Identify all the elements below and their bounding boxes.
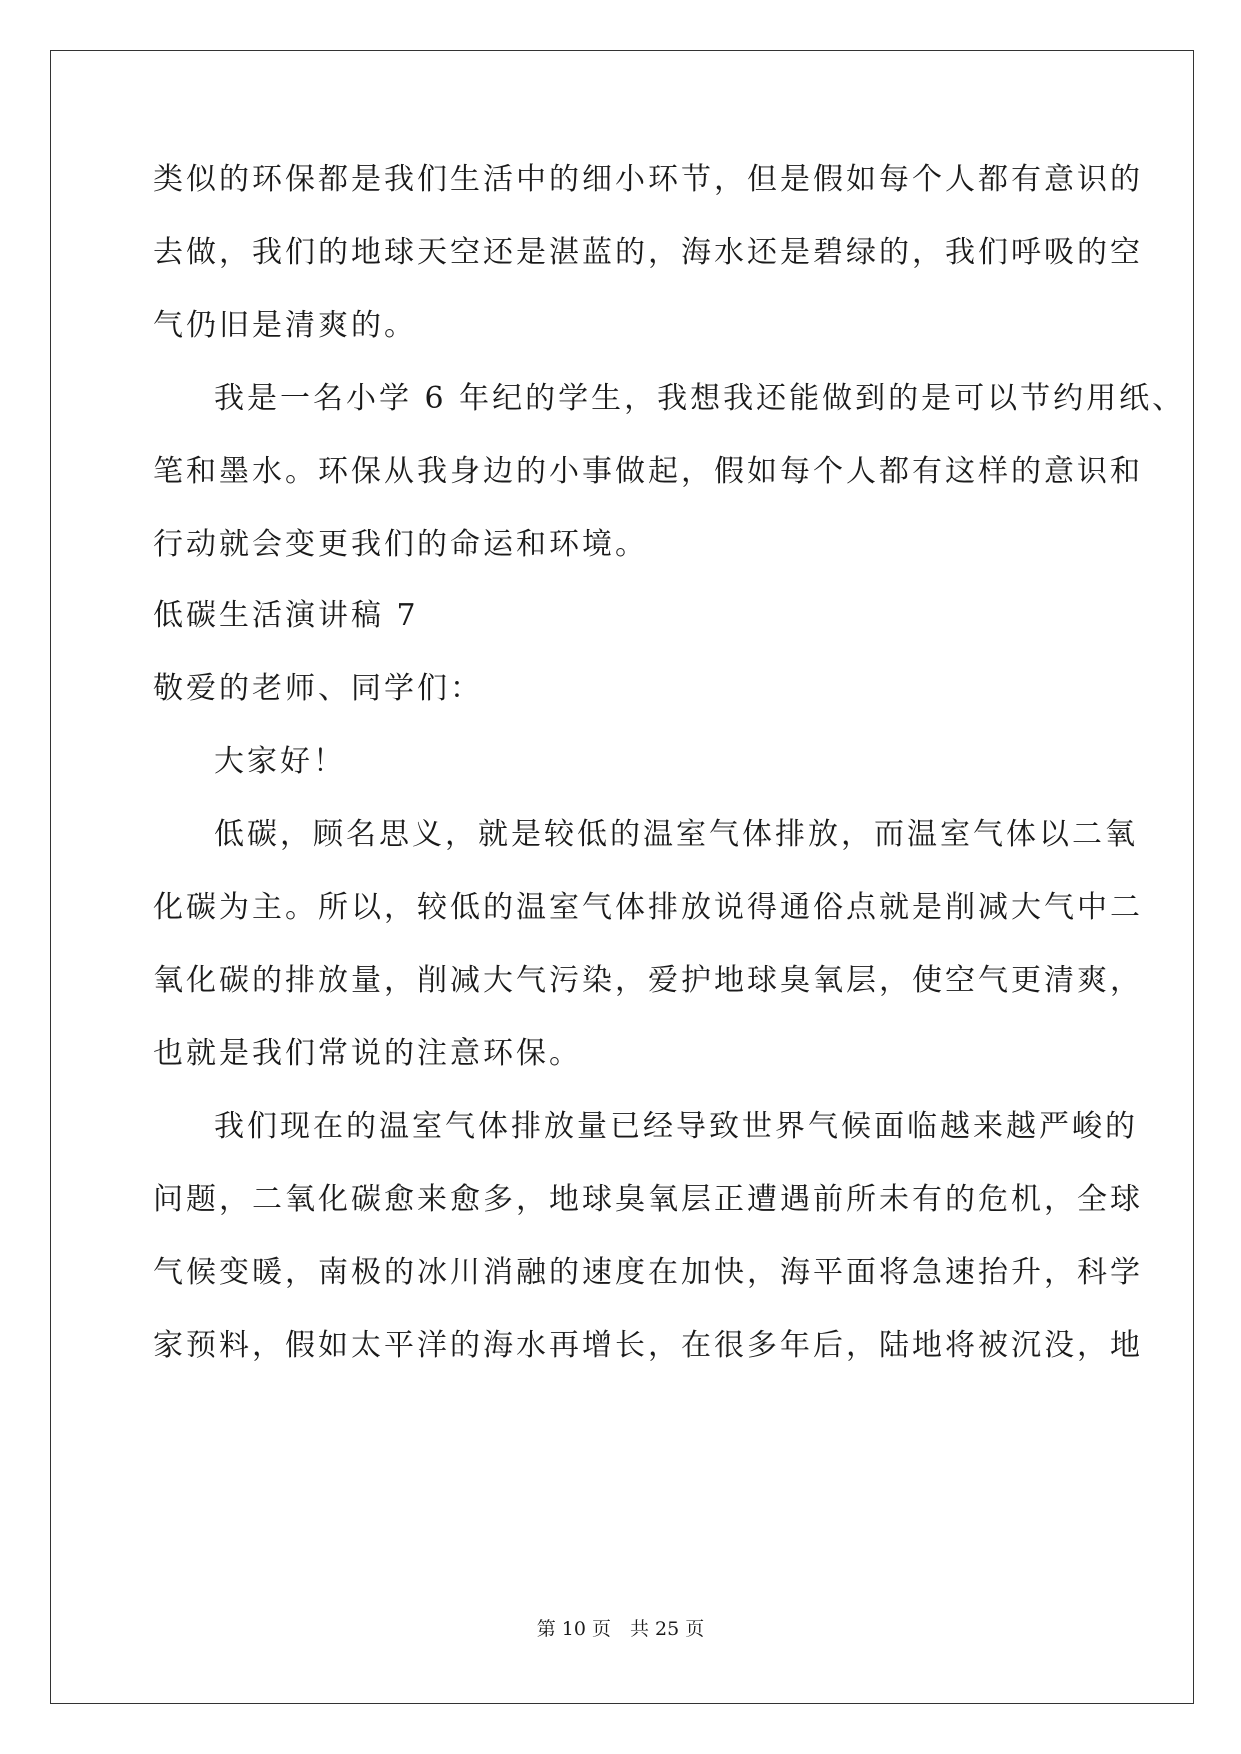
- paragraph-start-line: 低碳，顾名思义，就是较低的温室气体排放，而温室气体以二氧: [214, 817, 1138, 852]
- page-border: [50, 50, 1194, 1704]
- text-line: 去做，我们的地球天空还是湛蓝的，海水还是碧绿的，我们呼吸的空: [153, 235, 1143, 270]
- text-line: 氧化碳的排放量，削减大气污染，爱护地球臭氧层，使空气更清爽，: [153, 963, 1143, 998]
- section-title: 低碳生活演讲稿 7: [153, 598, 419, 633]
- text-line: 气候变暖，南极的冰川消融的速度在加快，海平面将急速抬升，科学: [153, 1255, 1143, 1290]
- salutation: 敬爱的老师、同学们：: [153, 671, 483, 706]
- page-number-footer: 第 10 页 共 25 页: [536, 1618, 705, 1640]
- text-line: 类似的环保都是我们生活中的细小环节，但是假如每个人都有意识的: [153, 162, 1143, 197]
- text-line: 问题，二氧化碳愈来愈多，地球臭氧层正遭遇前所未有的危机，全球: [153, 1182, 1143, 1217]
- text-line: 气仍旧是清爽的。: [153, 308, 417, 343]
- text-line: 也就是我们常说的注意环保。: [153, 1036, 582, 1071]
- text-line: 笔和墨水。环保从我身边的小事做起，假如每个人都有这样的意识和: [153, 454, 1143, 489]
- text-line: 化碳为主。所以，较低的温室气体排放说得通俗点就是削减大气中二: [153, 890, 1143, 925]
- text-line: 家预料，假如太平洋的海水再增长，在很多年后，陆地将被沉没，地: [153, 1328, 1143, 1363]
- paragraph-start-line: 我是一名小学 6 年纪的学生，我想我还能做到的是可以节约用纸、: [214, 381, 1186, 416]
- text-line: 行动就会变更我们的命运和环境。: [153, 527, 648, 562]
- paragraph-start-line: 我们现在的温室气体排放量已经导致世界气候面临越来越严峻的: [214, 1109, 1138, 1144]
- greeting: 大家好！: [214, 744, 346, 779]
